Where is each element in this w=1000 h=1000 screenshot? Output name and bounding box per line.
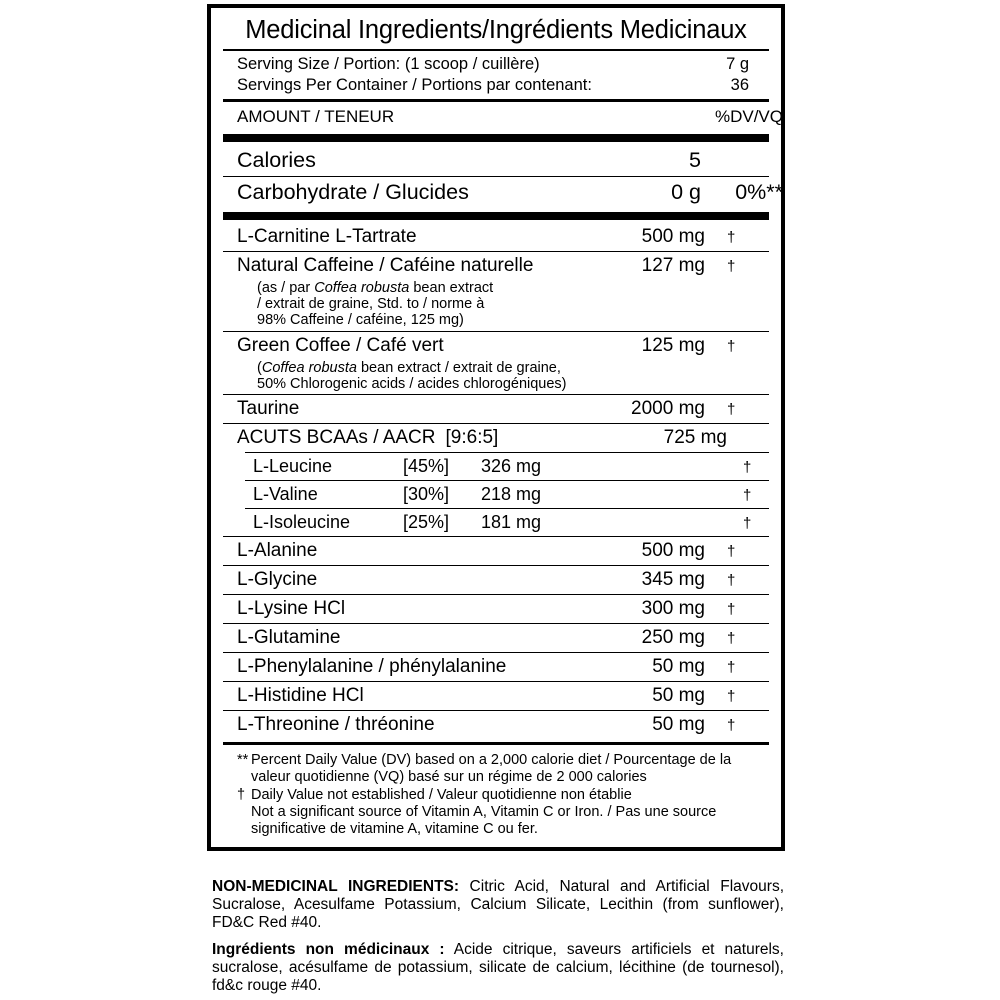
footnote-mark: † xyxy=(237,786,246,803)
daily-value-header-label: %DV/VQ xyxy=(714,107,783,126)
ingredient-name: L-Phenylalanine / phénylalanine xyxy=(237,656,507,678)
ingredient-dagger: † xyxy=(727,229,736,246)
non-medicinal-en-heading: NON-MEDICINAL INGREDIENTS: xyxy=(212,878,460,895)
ingredient-amount: 50 mg xyxy=(652,714,705,736)
ingredient-row xyxy=(223,252,783,280)
non-medicinal-ingredients xyxy=(212,878,784,995)
bcaa-item-name: L-Leucine xyxy=(253,456,333,477)
servings-per-container-row xyxy=(223,75,783,96)
ingredient-dagger: † xyxy=(727,601,736,619)
servings-per-container-label: Servings Per Container / Portions par contenant: xyxy=(237,76,592,94)
ingredient-amount: 50 mg xyxy=(652,685,705,707)
bcaa-item-name: L-Valine xyxy=(253,484,318,505)
carbohydrate-label: Carbohydrate / Glucides xyxy=(237,180,469,204)
serving-size-value: 7 g xyxy=(726,55,749,73)
bcaa-item-dagger: † xyxy=(743,459,752,477)
panel-title: Medicinal Ingredients/Ingrédients Medicinaux xyxy=(245,16,747,44)
bcaa-item-dagger: † xyxy=(743,515,752,533)
non-medicinal-fr xyxy=(212,941,784,995)
ingredient-name: L-Carnitine L-Tartrate xyxy=(237,226,417,247)
bcaa-item-amount: 218 mg xyxy=(481,484,542,505)
ingredient-name: L-Glycine xyxy=(237,569,318,591)
bcaa-group-ratio: [9:6:5] xyxy=(445,427,499,449)
ingredient-note-line: 98% Caffeine / caféine, 125 mg) xyxy=(257,312,464,329)
footnote-mark: ** xyxy=(237,752,249,769)
ingredient-row xyxy=(223,595,783,623)
non-medicinal-en-text: Citric Acid, Natural and Artificial Flavours, Sucralose, Acesulfame Potassium, Calcium Silicate, Lecithin (from sunflower), FD&C Red #40. xyxy=(212,878,785,931)
ingredient-name: L-Alanine xyxy=(237,540,318,562)
ingredient-name: L-Lysine HCl xyxy=(237,598,346,620)
calories-row xyxy=(223,145,783,176)
ingredient-amount: 2000 mg xyxy=(631,398,705,420)
footnote-row xyxy=(237,804,769,837)
divider xyxy=(223,99,769,102)
ingredient-dagger: † xyxy=(727,337,736,355)
bcaa-item-row xyxy=(223,481,799,508)
footnote-text xyxy=(251,804,769,837)
ingredient-dagger: † xyxy=(727,659,736,677)
non-medicinal-fr-text: Acide citrique, saveurs artificiels et naturels, sucralose, acésulfame de potassium, silicate de calcium, lécithine (de tournesol), fd&c rouge #40. xyxy=(212,940,784,994)
divider xyxy=(223,134,769,142)
bcaa-item-amount: 326 mg xyxy=(481,456,542,477)
ingredient-name: L-Threonine / thréonine xyxy=(237,714,435,736)
bcaa-item-dagger: † xyxy=(743,487,752,505)
footnote-line: Percent Daily Value (DV) based on a 2,000 calorie diet / Pourcentage de la xyxy=(251,752,732,769)
footnote-row xyxy=(237,787,769,804)
footnotes xyxy=(223,748,769,837)
ingredient-dagger: † xyxy=(727,688,736,706)
ingredient-row xyxy=(223,395,783,423)
bcaa-item-percent: [25%] xyxy=(403,512,450,533)
ingredient-dagger: † xyxy=(727,543,736,561)
ingredient-dagger: † xyxy=(727,258,736,275)
ingredient-amount: 500 mg xyxy=(641,540,705,562)
serving-size-row xyxy=(223,54,783,75)
ingredient-note: (Coffea robusta bean extract / extrait de graine, 50% Chlorogenic acids / acides chlorogéniques) xyxy=(223,360,769,394)
ingredient-amount: 500 mg xyxy=(641,226,705,247)
footnote-mark xyxy=(237,804,251,837)
ingredient-dagger: † xyxy=(727,717,736,735)
ingredient-amount: 125 mg xyxy=(641,334,705,356)
ingredient-row xyxy=(223,711,783,739)
ingredient-dagger: † xyxy=(727,572,736,590)
ingredient-name: Taurine xyxy=(237,398,300,420)
ingredient-name: L-Glutamine xyxy=(237,627,341,649)
bcaa-item-row xyxy=(223,509,799,536)
ingredient-row xyxy=(223,653,783,681)
ingredient-dagger: † xyxy=(727,401,736,419)
bcaa-item-name: L-Isoleucine xyxy=(253,512,351,533)
ingredient-note: (as / par Coffea robusta bean extract / extrait de graine, Std. to / norme à 98% Caffeine / caféine, 125 mg) xyxy=(223,280,769,331)
ingredient-amount: 250 mg xyxy=(641,627,705,649)
ingredient-row xyxy=(223,566,783,594)
bcaa-group-amount: 725 mg xyxy=(663,427,727,449)
ingredient-row xyxy=(223,223,783,251)
divider xyxy=(223,742,769,745)
carbohydrate-dv: 0%** xyxy=(735,180,783,204)
ingredient-name: Natural Caffeine / Caféine naturelle xyxy=(237,255,534,276)
bcaa-item-percent: [45%] xyxy=(403,456,450,477)
footnote-line: significative de vitamine A, vitamine C ou fer. xyxy=(251,820,538,837)
amount-header-label: AMOUNT / TENEUR xyxy=(237,107,395,126)
ingredient-note-line: / extrait de graine, Std. to / norme à xyxy=(257,296,485,313)
ingredient-dagger: † xyxy=(727,630,736,648)
footnote-text: Daily Value not established / Valeur quotidienne non établie xyxy=(251,786,632,803)
footnote-line: valeur quotidienne (VQ) basé sur un régime de 2 000 calories xyxy=(251,768,647,785)
divider xyxy=(223,212,769,220)
footnote-line: Not a significant source of Vitamin A, Vitamin C or Iron. / Pas une source xyxy=(251,804,717,821)
ingredient-amount: 127 mg xyxy=(641,255,705,276)
ingredient-name: L-Histidine HCl xyxy=(237,685,364,707)
bcaa-group-name: ACUTS BCAAs / AACR xyxy=(237,427,436,449)
ingredient-row xyxy=(223,332,783,360)
divider xyxy=(223,49,769,51)
bcaa-item-percent: [30%] xyxy=(403,484,450,505)
non-medicinal-fr-heading: Ingrédients non médicinaux : xyxy=(212,940,445,958)
amount-header-row xyxy=(223,105,783,130)
non-medicinal-en xyxy=(212,878,784,932)
servings-per-container-value: 36 xyxy=(730,76,749,94)
supplement-facts-panel xyxy=(207,4,785,851)
ingredient-name: Green Coffee / Café vert xyxy=(237,334,444,356)
ingredient-amount: 300 mg xyxy=(641,598,705,620)
serving-size-label: Serving Size / Portion: (1 scoop / cuillère) xyxy=(237,55,540,73)
bcaa-group-row xyxy=(223,424,783,452)
ingredient-row xyxy=(223,624,783,652)
carbohydrate-row xyxy=(223,177,783,208)
ingredient-amount: 345 mg xyxy=(641,569,705,591)
bcaa-item-row xyxy=(223,453,799,480)
carbohydrate-amount: 0 g xyxy=(671,180,701,204)
calories-label: Calories xyxy=(237,148,316,172)
ingredient-row xyxy=(223,537,783,565)
footnote-row xyxy=(237,752,769,785)
ingredient-amount: 50 mg xyxy=(652,656,705,678)
footnote-text xyxy=(251,752,769,785)
ingredient-note-line: 50% Chlorogenic acids / acides chlorogéniques) xyxy=(257,375,567,392)
bcaa-item-amount: 181 mg xyxy=(481,512,542,533)
calories-amount: 5 xyxy=(689,148,701,172)
ingredient-row xyxy=(223,682,783,710)
